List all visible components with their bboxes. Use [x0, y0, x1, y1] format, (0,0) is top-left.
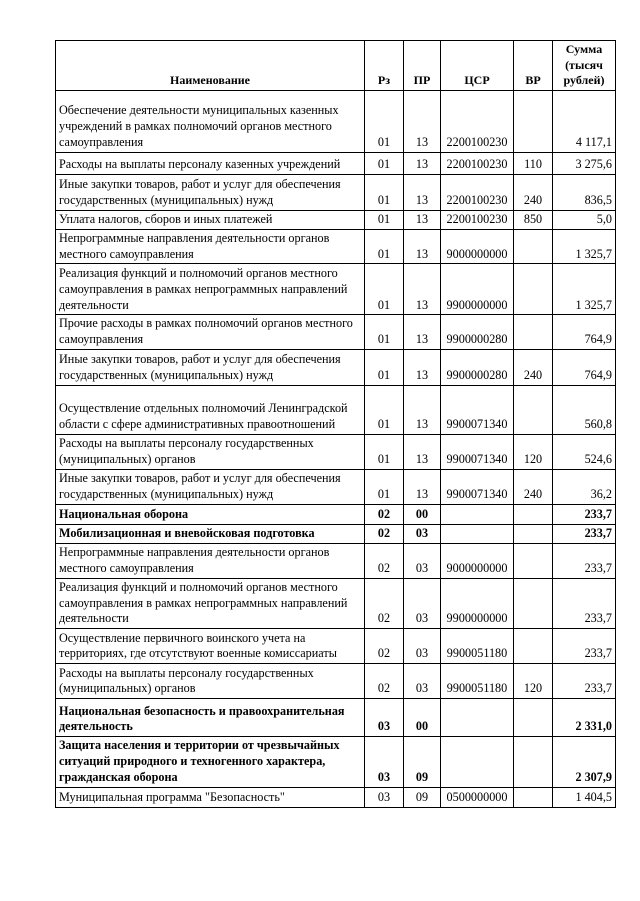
table-row: [56, 435, 616, 470]
header-vr: ВР: [514, 41, 553, 91]
cell-pr: 13: [404, 90, 441, 152]
cell-vr: [514, 578, 553, 629]
cell-rz: 01: [365, 350, 404, 386]
cell-rz: 03: [365, 699, 404, 737]
cell-vr: 240: [514, 470, 553, 505]
cell-pr: 03: [404, 664, 441, 699]
cell-csr: 9900000280: [441, 350, 514, 386]
cell-sum: 1 325,7: [553, 264, 616, 315]
cell-name: Непрограммные направления деятельности органов местного самоуправления: [56, 229, 365, 264]
cell-name: Иные закупки товаров, работ и услуг для обеспечения государственных (муниципальных) нужд: [56, 470, 365, 505]
table-row: [56, 699, 616, 737]
cell-vr: [514, 264, 553, 315]
cell-csr: 9900071340: [441, 470, 514, 505]
cell-sum: 1 325,7: [553, 229, 616, 264]
cell-pr: 13: [404, 229, 441, 264]
header-pr: ПР: [404, 41, 441, 91]
cell-csr: 2200100230: [441, 210, 514, 229]
cell-csr: 9000000000: [441, 543, 514, 578]
cell-vr: [514, 90, 553, 152]
cell-name: Непрограммные направления деятельности органов местного самоуправления: [56, 543, 365, 578]
cell-pr: 00: [404, 699, 441, 737]
table-row: [56, 737, 616, 788]
cell-name: Защита населения и территории от чрезвычайных ситуаций природного и техногенного характера, гражданская оборона: [56, 737, 365, 788]
cell-csr: 0500000000: [441, 787, 514, 807]
cell-csr: 9900071340: [441, 386, 514, 435]
table-row: [56, 174, 616, 210]
cell-name: Прочие расходы в рамках полномочий органов местного самоуправления: [56, 315, 365, 350]
table-row: [56, 787, 616, 807]
cell-csr: 2200100230: [441, 152, 514, 174]
cell-sum: 233,7: [553, 525, 616, 544]
cell-rz: 02: [365, 505, 404, 525]
table-row: [56, 543, 616, 578]
cell-vr: [514, 787, 553, 807]
cell-vr: [514, 505, 553, 525]
cell-pr: 13: [404, 435, 441, 470]
cell-name: Национальная безопасность и правоохранительная деятельность: [56, 699, 365, 737]
cell-vr: [514, 229, 553, 264]
cell-csr: 9900051180: [441, 664, 514, 699]
cell-vr: 120: [514, 435, 553, 470]
cell-pr: 03: [404, 525, 441, 544]
cell-name: Расходы на выплаты персоналу государственных (муниципальных) органов: [56, 664, 365, 699]
cell-csr: 9000000000: [441, 229, 514, 264]
cell-pr: 09: [404, 737, 441, 788]
cell-rz: 01: [365, 315, 404, 350]
table-row: [56, 90, 616, 152]
cell-csr: 9900000280: [441, 315, 514, 350]
cell-rz: 01: [365, 386, 404, 435]
cell-csr: 9900000000: [441, 578, 514, 629]
cell-vr: 850: [514, 210, 553, 229]
cell-pr: 13: [404, 386, 441, 435]
cell-rz: 02: [365, 629, 404, 664]
cell-name: Национальная оборона: [56, 505, 365, 525]
cell-sum: 233,7: [553, 664, 616, 699]
table-row: [56, 152, 616, 174]
header-name: Наименование: [56, 41, 365, 91]
cell-csr: 9900000000: [441, 264, 514, 315]
cell-rz: 01: [365, 435, 404, 470]
cell-vr: 240: [514, 350, 553, 386]
header-rz: Рз: [365, 41, 404, 91]
cell-pr: 13: [404, 350, 441, 386]
cell-sum: 4 117,1: [553, 90, 616, 152]
table-row: [56, 470, 616, 505]
cell-vr: 120: [514, 664, 553, 699]
cell-name: Расходы на выплаты персоналу казенных учреждений: [56, 152, 365, 174]
cell-rz: 01: [365, 90, 404, 152]
table-row: [56, 315, 616, 350]
header-sum: Сумма (тысяч рублей): [553, 41, 616, 91]
cell-vr: [514, 543, 553, 578]
cell-csr: [441, 505, 514, 525]
table-header-row: [56, 41, 616, 91]
cell-name: Расходы на выплаты персоналу государственных (муниципальных) органов: [56, 435, 365, 470]
cell-rz: 01: [365, 229, 404, 264]
cell-name: Реализация функций и полномочий органов местного самоуправления в рамках непрограммных направлений деятельности: [56, 578, 365, 629]
cell-name: Осуществление первичного воинского учета на территориях, где отсутствуют военные комиссариаты: [56, 629, 365, 664]
cell-rz: 02: [365, 525, 404, 544]
cell-sum: 5,0: [553, 210, 616, 229]
table-row: [56, 264, 616, 315]
cell-pr: 13: [404, 470, 441, 505]
cell-sum: 836,5: [553, 174, 616, 210]
cell-csr: 2200100230: [441, 174, 514, 210]
cell-pr: 13: [404, 152, 441, 174]
cell-pr: 00: [404, 505, 441, 525]
cell-sum: 3 275,6: [553, 152, 616, 174]
cell-vr: [514, 525, 553, 544]
cell-vr: [514, 629, 553, 664]
table-row: [56, 210, 616, 229]
cell-rz: 02: [365, 664, 404, 699]
cell-sum: 2 331,0: [553, 699, 616, 737]
table-row: [56, 664, 616, 699]
cell-sum: 233,7: [553, 578, 616, 629]
cell-vr: [514, 315, 553, 350]
table-body: [56, 90, 616, 807]
cell-name: Иные закупки товаров, работ и услуг для обеспечения государственных (муниципальных) нужд: [56, 174, 365, 210]
cell-rz: 01: [365, 264, 404, 315]
cell-sum: 233,7: [553, 543, 616, 578]
table-row: [56, 350, 616, 386]
table-row: [56, 629, 616, 664]
cell-sum: 764,9: [553, 315, 616, 350]
cell-name: Муниципальная программа "Безопасность": [56, 787, 365, 807]
cell-pr: 03: [404, 543, 441, 578]
table-row: [56, 386, 616, 435]
cell-pr: 13: [404, 315, 441, 350]
cell-vr: 240: [514, 174, 553, 210]
cell-rz: 02: [365, 578, 404, 629]
cell-csr: [441, 737, 514, 788]
cell-sum: 36,2: [553, 470, 616, 505]
cell-pr: 03: [404, 578, 441, 629]
header-csr: ЦСР: [441, 41, 514, 91]
cell-vr: 110: [514, 152, 553, 174]
cell-pr: 13: [404, 174, 441, 210]
cell-vr: [514, 699, 553, 737]
cell-vr: [514, 386, 553, 435]
cell-name: Иные закупки товаров, работ и услуг для обеспечения государственных (муниципальных) нужд: [56, 350, 365, 386]
cell-csr: 9900071340: [441, 435, 514, 470]
cell-rz: 01: [365, 470, 404, 505]
cell-sum: 1 404,5: [553, 787, 616, 807]
cell-name: Осуществление отдельных полномочий Ленинградской области с сфере административных правоотношений: [56, 386, 365, 435]
cell-rz: 01: [365, 210, 404, 229]
cell-sum: 560,8: [553, 386, 616, 435]
cell-name: Мобилизационная и вневойсковая подготовка: [56, 525, 365, 544]
cell-sum: 524,6: [553, 435, 616, 470]
cell-vr: [514, 737, 553, 788]
table-row: [56, 505, 616, 525]
cell-rz: 02: [365, 543, 404, 578]
cell-pr: 03: [404, 629, 441, 664]
table-row: [56, 578, 616, 629]
table-row: [56, 229, 616, 264]
table-row: [56, 525, 616, 544]
cell-csr: 2200100230: [441, 90, 514, 152]
cell-sum: 233,7: [553, 505, 616, 525]
cell-name: Реализация функций и полномочий органов местного самоуправления в рамках непрограммных направлений деятельности: [56, 264, 365, 315]
cell-rz: 01: [365, 152, 404, 174]
cell-name: Обеспечение деятельности муниципальных казенных учреждений в рамках полномочий органов местного самоуправления: [56, 90, 365, 152]
cell-csr: [441, 699, 514, 737]
cell-rz: 03: [365, 737, 404, 788]
cell-pr: 13: [404, 264, 441, 315]
budget-table: [55, 40, 616, 808]
cell-csr: 9900051180: [441, 629, 514, 664]
cell-sum: 764,9: [553, 350, 616, 386]
cell-pr: 09: [404, 787, 441, 807]
cell-csr: [441, 525, 514, 544]
cell-rz: 03: [365, 787, 404, 807]
cell-sum: 2 307,9: [553, 737, 616, 788]
cell-name: Уплата налогов, сборов и иных платежей: [56, 210, 365, 229]
cell-pr: 13: [404, 210, 441, 229]
cell-sum: 233,7: [553, 629, 616, 664]
cell-rz: 01: [365, 174, 404, 210]
